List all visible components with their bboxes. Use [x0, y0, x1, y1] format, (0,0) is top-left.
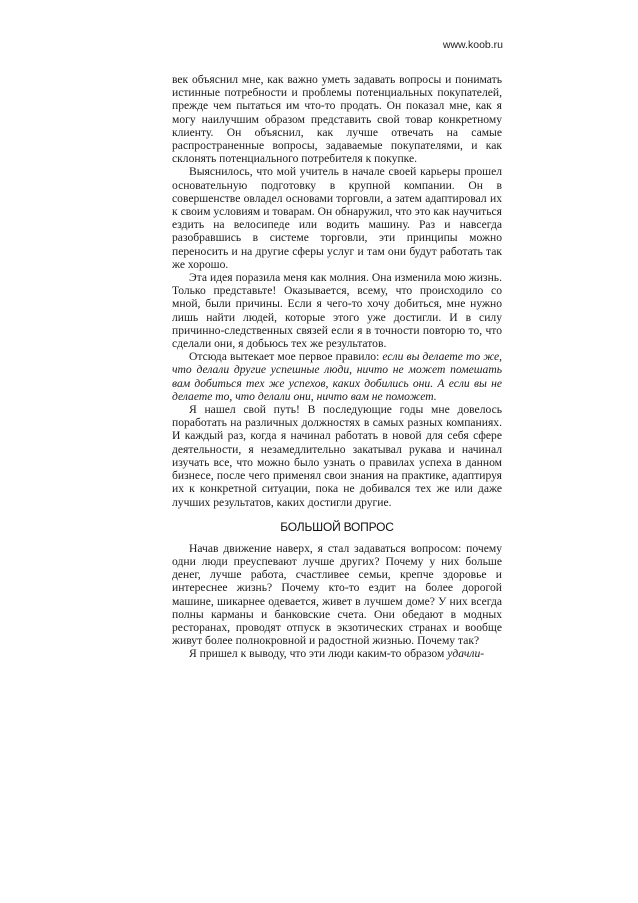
- paragraph-5: Я нашел свой путь! В последующие годы мне довелось поработать на различных должностях в самых разных компаниях. И каждый раз, когда я начинал работать в новой для себя сфере деятельности, я незамедлительно закатывал рукава и начинал изучать все, что можно было узнать о правилах успеха в данном бизнесе, после чего применял свои знания на практике, адаптируя их к конкретной ситуации, пока не добивался тех же или даже лучших результатов, каких достигли другие.: [172, 403, 502, 509]
- rule-intro: Отсюда вытекает мое первое правило:: [189, 350, 383, 364]
- paragraph-1: век объяснил мне, как важно уметь задавать вопросы и понимать истинные потребности и проблемы потенциальных покупателей, прежде чем пытаться им что-то продать. Он показал мне, как я могу наилучшим образом представить свой товар конкретному клиенту. Он объяснил, как лучше отвечать на самые распространенные вопросы, задаваемые покупателями, и как склонять потенциального потребителя к покупке.: [172, 73, 502, 166]
- paragraph-4: [172, 350, 502, 403]
- paragraph-7-text: Я пришел к выводу, что эти люди каким-то образом: [189, 647, 448, 661]
- body-text: [172, 73, 502, 661]
- paragraph-7-emphasis: удачли-: [447, 647, 485, 661]
- section-heading: БОЛЬШОЙ ВОПРОС: [280, 519, 394, 534]
- first-rule: если вы делаете то же, что делали другие успешные люди, ничто не может помешать вам добиться тех же успехов, каких добились они. А если вы не делаете то, что делали они, ничто вам не поможет.: [172, 350, 502, 403]
- paragraph-2: Выяснилось, что мой учитель в начале своей карьеры прошел основательную подготовку в крупной компании. Он в совершенстве овладел основами торговли, а затем адаптировал их к своим условиям и товарам. Он обнаружил, что это как научиться ездить на велосипеде или водить машину. Раз и навсегда разобравшись в системе торговли, эти принципы можно переносить и на другие сферы услуг и там они будут работать так же хорошо.: [172, 165, 502, 271]
- site-url: www.koob.ru: [442, 39, 503, 51]
- paragraph-7: [172, 647, 502, 660]
- paragraph-3: Эта идея поразила меня как молния. Она изменила мою жизнь. Только представьте! Оказывается, всему, что происходило со мной, были причины. Если я чего-то хочу добиться, мне нужно лишь найти людей, которые этого уже достигли. И в силу причинно-следственных связей если я в точности повторю то, что сделали они, я добьюсь тех же результатов.: [172, 271, 502, 351]
- paragraph-6: Начав движение наверх, я стал задаваться вопросом: почему одни люди преуспевают лучше других? Почему у них больше денег, лучше работа, счастливее семьи, крепче здоровье и интереснее жизнь? Почему кто-то ездит на более дорогой машине, шикарнее одевается, живет в лучшем доме? У них всегда полны карманы и банковские счета. Они обедают в модных ресторанах, проводят отпуск в экзотических странах и вообще живут более полнокровной и радостной жизнью. Почему так?: [172, 541, 502, 648]
